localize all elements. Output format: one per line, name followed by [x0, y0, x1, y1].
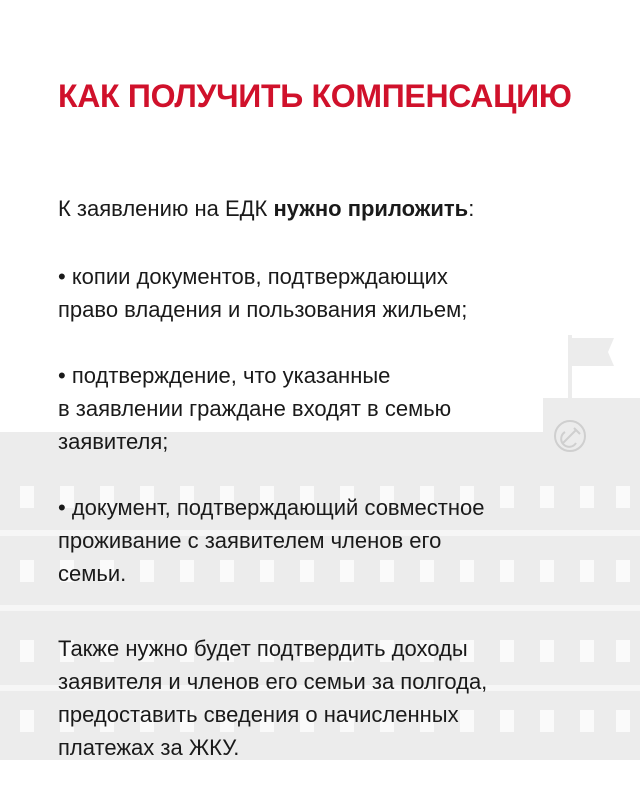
- list-item: • копии документов, подтверждающих право владения и пользования жильем;: [58, 264, 468, 322]
- additional-requirements-text: Также нужно будет подтвердить доходы заявителя и членов его семьи за полгода, предоставить сведения о начисленных платежах за ЖКУ.: [58, 636, 488, 760]
- list-item: • документ, подтверждающий совместное проживание с заявителем членов его семьи.: [58, 495, 485, 586]
- page-title: КАК ПОЛУЧИТЬ КОМПЕНСАЦИЮ: [58, 78, 572, 114]
- intro-text-start: К заявлению на ЕДК: [58, 196, 274, 221]
- required-documents-list: [58, 260, 628, 623]
- intro-text: [58, 192, 474, 225]
- intro-text-end: :: [468, 196, 475, 221]
- list-item: • подтверждение, что указанные в заявлении граждане входят в семью заявителя;: [58, 363, 452, 454]
- intro-text-bold: нужно приложить: [273, 196, 469, 221]
